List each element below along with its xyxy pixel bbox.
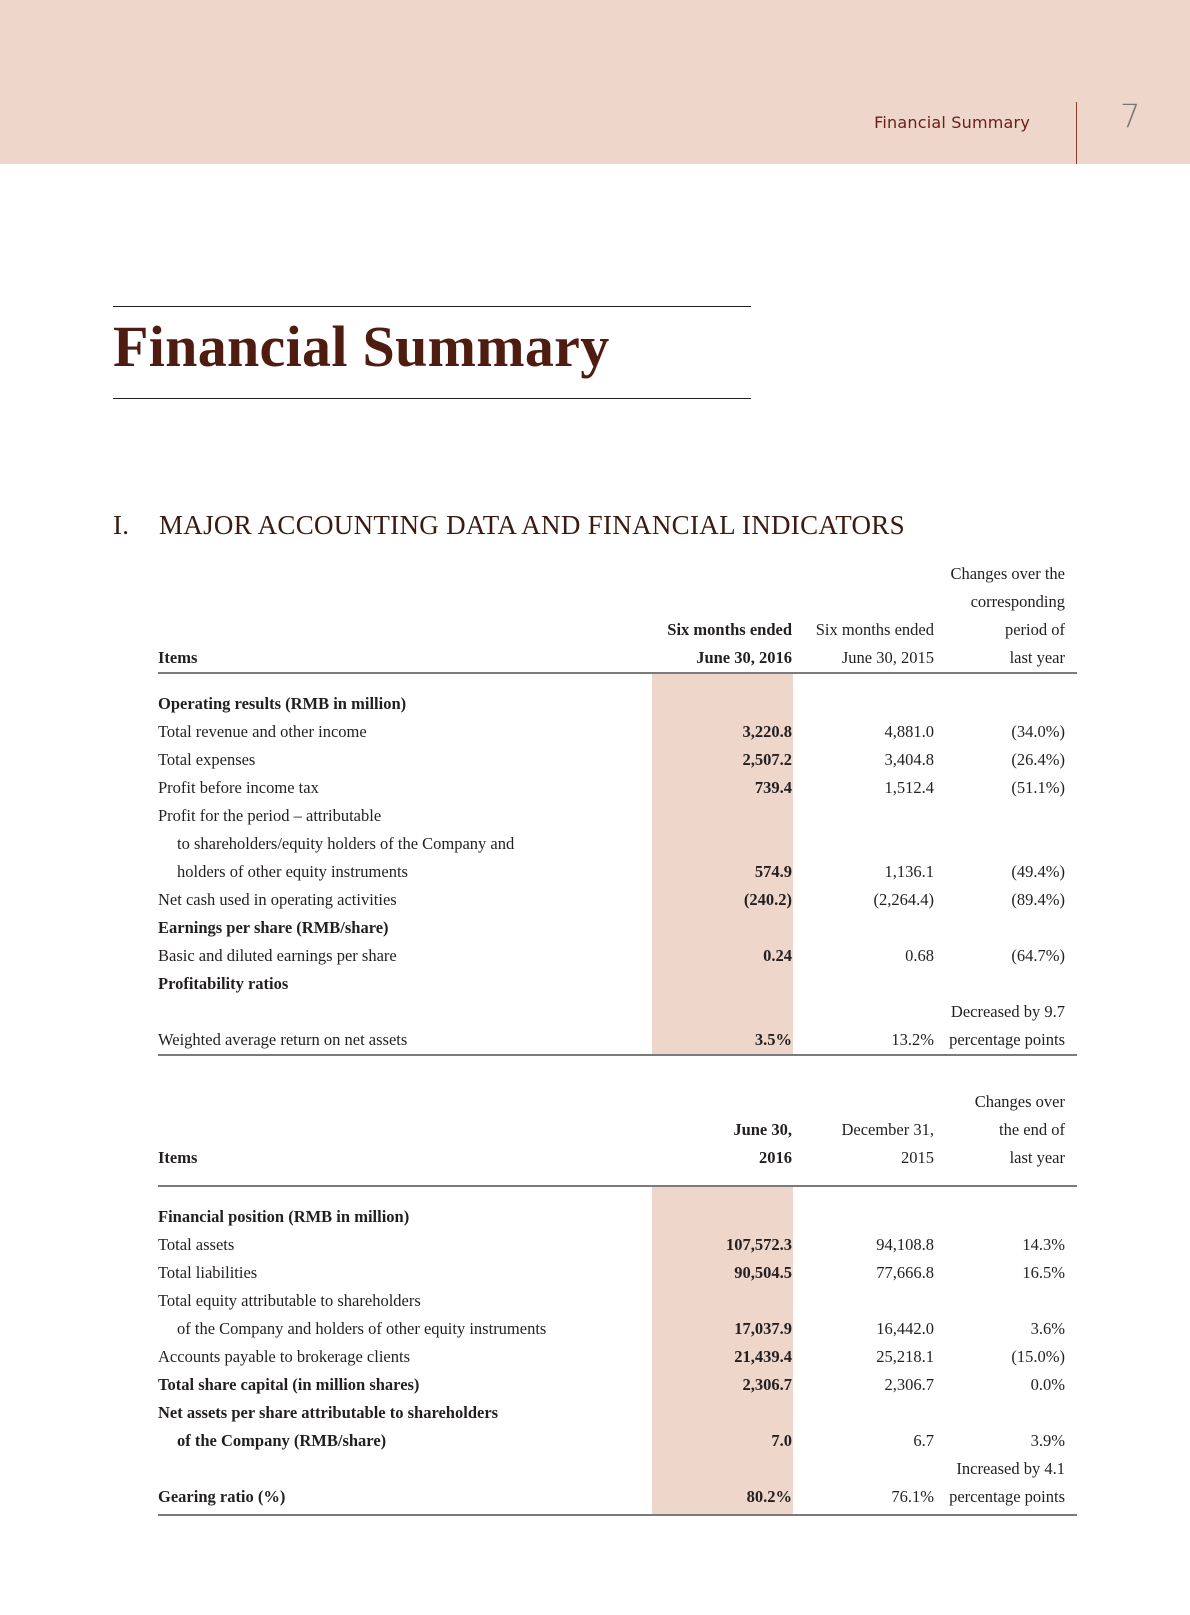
header-change-line1: Changes over xyxy=(974,1092,1065,1111)
financial-position-table xyxy=(158,1088,1077,1511)
row-label: holders of other equity instruments xyxy=(177,862,408,881)
row-label: Basic and diluted earnings per share xyxy=(158,946,397,965)
table-row xyxy=(158,942,1077,970)
header-2016-line2: 2016 xyxy=(759,1148,792,1167)
value-prior-period: 3,404.8 xyxy=(884,750,934,769)
table-row xyxy=(158,802,1077,830)
value-current-period: 739.4 xyxy=(754,778,792,797)
value-current-period: 80.2% xyxy=(746,1487,792,1506)
value-prior-period: 0.68 xyxy=(905,946,934,965)
row-label: Operating results (RMB in million) xyxy=(158,694,407,713)
table-header xyxy=(158,560,1077,672)
value-change: (34.0%) xyxy=(1011,722,1065,741)
row-label: Accounts payable to brokerage clients xyxy=(158,1347,410,1366)
header-2015-line1: Six months ended xyxy=(815,620,934,639)
value-change: 16.5% xyxy=(1022,1263,1065,1282)
row-label: Weighted average return on net assets xyxy=(158,1030,408,1049)
value-current-period: 90,504.5 xyxy=(734,1263,792,1282)
value-prior-period: 1,136.1 xyxy=(884,862,934,881)
value-current-period: 0.24 xyxy=(763,946,792,965)
value-change: (64.7%) xyxy=(1011,946,1065,965)
row-label: Profit for the period – attributable xyxy=(158,806,382,825)
value-change: (15.0%) xyxy=(1011,1347,1065,1366)
value-change: percentage points xyxy=(949,1487,1065,1506)
value-change: 0.0% xyxy=(1030,1375,1065,1394)
row-label: Total expenses xyxy=(158,750,256,769)
value-change: (26.4%) xyxy=(1011,750,1065,769)
row-label: Total revenue and other income xyxy=(158,722,367,741)
value-change: Increased by 4.1 xyxy=(956,1459,1065,1478)
table-row xyxy=(158,774,1077,802)
running-title: Financial Summary xyxy=(874,113,1030,132)
row-label: Total equity attributable to shareholders xyxy=(158,1291,421,1310)
row-label: of the Company and holders of other equity instruments xyxy=(177,1319,547,1338)
table-row xyxy=(158,858,1077,886)
value-prior-period: 16,442.0 xyxy=(876,1319,934,1338)
table-row xyxy=(158,1231,1077,1259)
header-items: Items xyxy=(158,1148,198,1167)
page-number: 7 xyxy=(1120,97,1141,135)
value-current-period: 3.5% xyxy=(754,1030,792,1049)
table-row xyxy=(158,970,1077,998)
value-prior-period: 76.1% xyxy=(891,1487,934,1506)
table-row xyxy=(158,1343,1077,1371)
header-2015-line2: June 30, 2015 xyxy=(841,648,934,667)
table-body xyxy=(158,690,1077,1054)
value-change: 3.6% xyxy=(1030,1319,1065,1338)
header-change-line3: period of xyxy=(1004,620,1065,639)
bottom-rule xyxy=(158,1054,1077,1056)
header-2015-line2: 2015 xyxy=(901,1148,934,1167)
table-row xyxy=(158,718,1077,746)
row-label: Net cash used in operating activities xyxy=(158,890,397,909)
value-prior-period: 1,512.4 xyxy=(884,778,934,797)
value-current-period: 7.0 xyxy=(771,1431,792,1450)
row-label: to shareholders/equity holders of the Company and xyxy=(177,834,515,853)
table-row xyxy=(158,746,1077,774)
section-title: MAJOR ACCOUNTING DATA AND FINANCIAL INDICATORS xyxy=(159,510,905,540)
value-change: 3.9% xyxy=(1030,1431,1065,1450)
value-change: (89.4%) xyxy=(1011,890,1065,909)
row-label: Profitability ratios xyxy=(158,974,289,993)
header-change-line2: corresponding xyxy=(970,592,1065,611)
header-2016-line1: June 30, xyxy=(733,1120,792,1139)
title-bottom-rule xyxy=(113,398,751,399)
table-row xyxy=(158,1399,1077,1427)
table-row xyxy=(158,914,1077,942)
value-prior-period: 77,666.8 xyxy=(876,1263,934,1282)
header-items: Items xyxy=(158,648,198,667)
table-row xyxy=(158,1026,1077,1054)
section-number: I. xyxy=(113,510,130,540)
operating-results-table xyxy=(158,560,1077,1054)
value-current-period: 107,572.3 xyxy=(726,1235,792,1254)
table-row xyxy=(158,1259,1077,1287)
value-current-period: 3,220.8 xyxy=(742,722,792,741)
table-header xyxy=(158,1088,1077,1172)
title-top-rule xyxy=(113,306,751,307)
table-row xyxy=(158,1315,1077,1343)
row-label: Total share capital (in million shares) xyxy=(158,1375,420,1394)
header-band xyxy=(0,0,1190,164)
value-prior-period: 2,306.7 xyxy=(884,1375,934,1394)
value-prior-period: (2,264.4) xyxy=(873,890,934,909)
table-row xyxy=(158,1483,1077,1511)
header-divider xyxy=(1076,102,1077,164)
value-prior-period: 6.7 xyxy=(913,1431,934,1450)
page-title: Financial Summary xyxy=(113,314,610,379)
value-prior-period: 94,108.8 xyxy=(876,1235,934,1254)
header-change-line2: the end of xyxy=(999,1120,1065,1139)
table-row xyxy=(158,998,1077,1026)
value-current-period: 2,507.2 xyxy=(742,750,792,769)
section-heading xyxy=(113,510,905,541)
value-prior-period: 25,218.1 xyxy=(876,1347,934,1366)
row-label: Profit before income tax xyxy=(158,778,319,797)
row-label: Earnings per share (RMB/share) xyxy=(158,918,389,937)
row-label: Gearing ratio (%) xyxy=(158,1487,286,1506)
value-change: (49.4%) xyxy=(1011,862,1065,881)
header-change-line3: last year xyxy=(1009,1148,1065,1167)
value-current-period: (240.2) xyxy=(743,890,792,909)
table-row xyxy=(158,1203,1077,1231)
header-2015-line1: December 31, xyxy=(841,1120,934,1139)
row-label: Total liabilities xyxy=(158,1263,258,1282)
table-body xyxy=(158,1203,1077,1511)
table-row xyxy=(158,1455,1077,1483)
table-row xyxy=(158,1371,1077,1399)
bottom-rule xyxy=(158,1514,1077,1516)
row-label: Financial position (RMB in million) xyxy=(158,1207,410,1226)
header-change-line1: Changes over the xyxy=(950,564,1065,583)
header-rule xyxy=(158,672,1077,674)
value-change: Decreased by 9.7 xyxy=(950,1002,1065,1021)
value-current-period: 21,439.4 xyxy=(734,1347,792,1366)
row-label: Net assets per share attributable to shareholders xyxy=(158,1403,499,1422)
value-change: 14.3% xyxy=(1022,1235,1065,1254)
value-current-period: 574.9 xyxy=(754,862,792,881)
table-row xyxy=(158,886,1077,914)
header-2016-line1: Six months ended xyxy=(667,620,792,639)
value-current-period: 2,306.7 xyxy=(742,1375,792,1394)
table-row xyxy=(158,1427,1077,1455)
table-row xyxy=(158,1287,1077,1315)
value-current-period: 17,037.9 xyxy=(734,1319,792,1338)
table-row xyxy=(158,830,1077,858)
value-change: (51.1%) xyxy=(1011,778,1065,797)
header-rule xyxy=(158,1185,1077,1187)
header-2016-line2: June 30, 2016 xyxy=(696,648,792,667)
table-row xyxy=(158,690,1077,718)
row-label: Total assets xyxy=(158,1235,235,1254)
value-prior-period: 4,881.0 xyxy=(884,722,934,741)
header-change-line4: last year xyxy=(1009,648,1065,667)
row-label: of the Company (RMB/share) xyxy=(177,1431,387,1450)
value-prior-period: 13.2% xyxy=(891,1030,934,1049)
value-change: percentage points xyxy=(949,1030,1065,1049)
